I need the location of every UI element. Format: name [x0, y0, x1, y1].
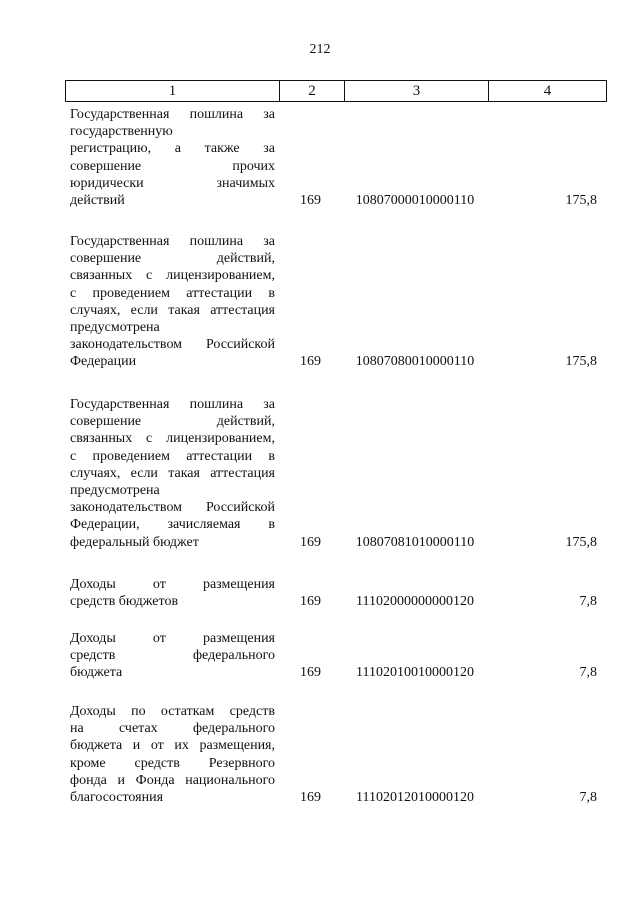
page-number: 212: [309, 42, 331, 57]
description-line: фонда и Фонда национального: [70, 772, 275, 788]
row-kbk: 10807000010000110: [355, 193, 475, 208]
row-kbk: 11102000000000120: [356, 594, 474, 609]
description-line: с проведением аттестации в: [70, 285, 275, 301]
row-description: [70, 396, 275, 551]
table-row: [65, 396, 607, 554]
description-line: федеральный бюджет: [70, 534, 199, 550]
description-line: совершение действий,: [70, 251, 275, 267]
row-kbk: 10807080010000110: [355, 354, 475, 369]
description-line: Доходы по остаткам средств: [70, 704, 275, 719]
column-header-1: 1: [168, 82, 177, 99]
row-amount: 175,8: [565, 193, 597, 208]
description-line: предусмотрена: [70, 483, 160, 499]
row-amount: 175,8: [565, 535, 597, 550]
row-code: 169: [300, 790, 321, 805]
row-code: 169: [300, 193, 321, 208]
description-line: с проведением аттестации в: [70, 448, 275, 464]
table-row: [65, 703, 607, 809]
description-line: совершение действий,: [70, 414, 275, 430]
table-row: [65, 576, 607, 612]
description-line: благосостояния: [70, 790, 164, 806]
row-description: [70, 703, 275, 806]
row-code: 169: [300, 535, 321, 550]
description-line: бюджета: [70, 665, 123, 681]
description-line: Федерации, зачисляемая в: [70, 517, 275, 533]
row-description: [70, 233, 275, 371]
description-line: Доходы от размещения: [70, 631, 275, 646]
description-line: совершение прочих: [70, 158, 275, 174]
description-line: средств федерального: [70, 648, 275, 664]
description-line: законодательством Российской: [70, 500, 275, 516]
description-line: действий: [70, 193, 125, 209]
description-line: случаях, если такая аттестация: [70, 465, 275, 481]
description-line: бюджета и от их размещения,: [70, 738, 275, 754]
column-header-2: 2: [279, 81, 344, 101]
table-row: [65, 106, 607, 210]
row-description: [70, 630, 275, 682]
description-line: кроме средств Резервного: [70, 755, 275, 771]
table-header-row: [65, 80, 607, 102]
column-header-3: 3: [344, 81, 488, 101]
description-line: Доходы от размещения: [70, 577, 275, 592]
description-line: государственную: [70, 124, 173, 140]
row-description: [70, 106, 275, 209]
table-row: [65, 233, 607, 373]
table-row: [65, 630, 607, 684]
description-line: Государственная пошлина за: [70, 397, 275, 412]
row-code: 169: [300, 594, 321, 609]
description-line: регистрацию, а также за: [70, 141, 275, 157]
description-line: Государственная пошлина за: [70, 107, 275, 122]
row-code: 169: [300, 354, 321, 369]
description-line: Государственная пошлина за: [70, 234, 275, 249]
description-line: предусмотрена: [70, 320, 160, 336]
row-kbk: 10807081010000110: [355, 535, 475, 550]
row-amount: 7,8: [579, 665, 597, 680]
description-line: связанных с лицензированием,: [70, 268, 275, 284]
row-kbk: 11102012010000120: [356, 790, 474, 805]
row-description: [70, 576, 275, 610]
description-line: случаях, если такая аттестация: [70, 302, 275, 318]
description-line: законодательством Российской: [70, 337, 275, 353]
description-line: Федерации: [70, 354, 137, 370]
row-kbk: 11102010010000120: [356, 665, 474, 680]
description-line: связанных с лицензированием,: [70, 431, 275, 447]
row-amount: 7,8: [579, 594, 597, 609]
row-amount: 7,8: [579, 790, 597, 805]
column-header-4: 4: [488, 81, 606, 101]
description-line: средств бюджетов: [70, 594, 179, 610]
row-amount: 175,8: [565, 354, 597, 369]
row-code: 169: [300, 665, 321, 680]
description-line: на счетах федерального: [70, 721, 275, 737]
description-line: юридически значимых: [70, 175, 275, 191]
